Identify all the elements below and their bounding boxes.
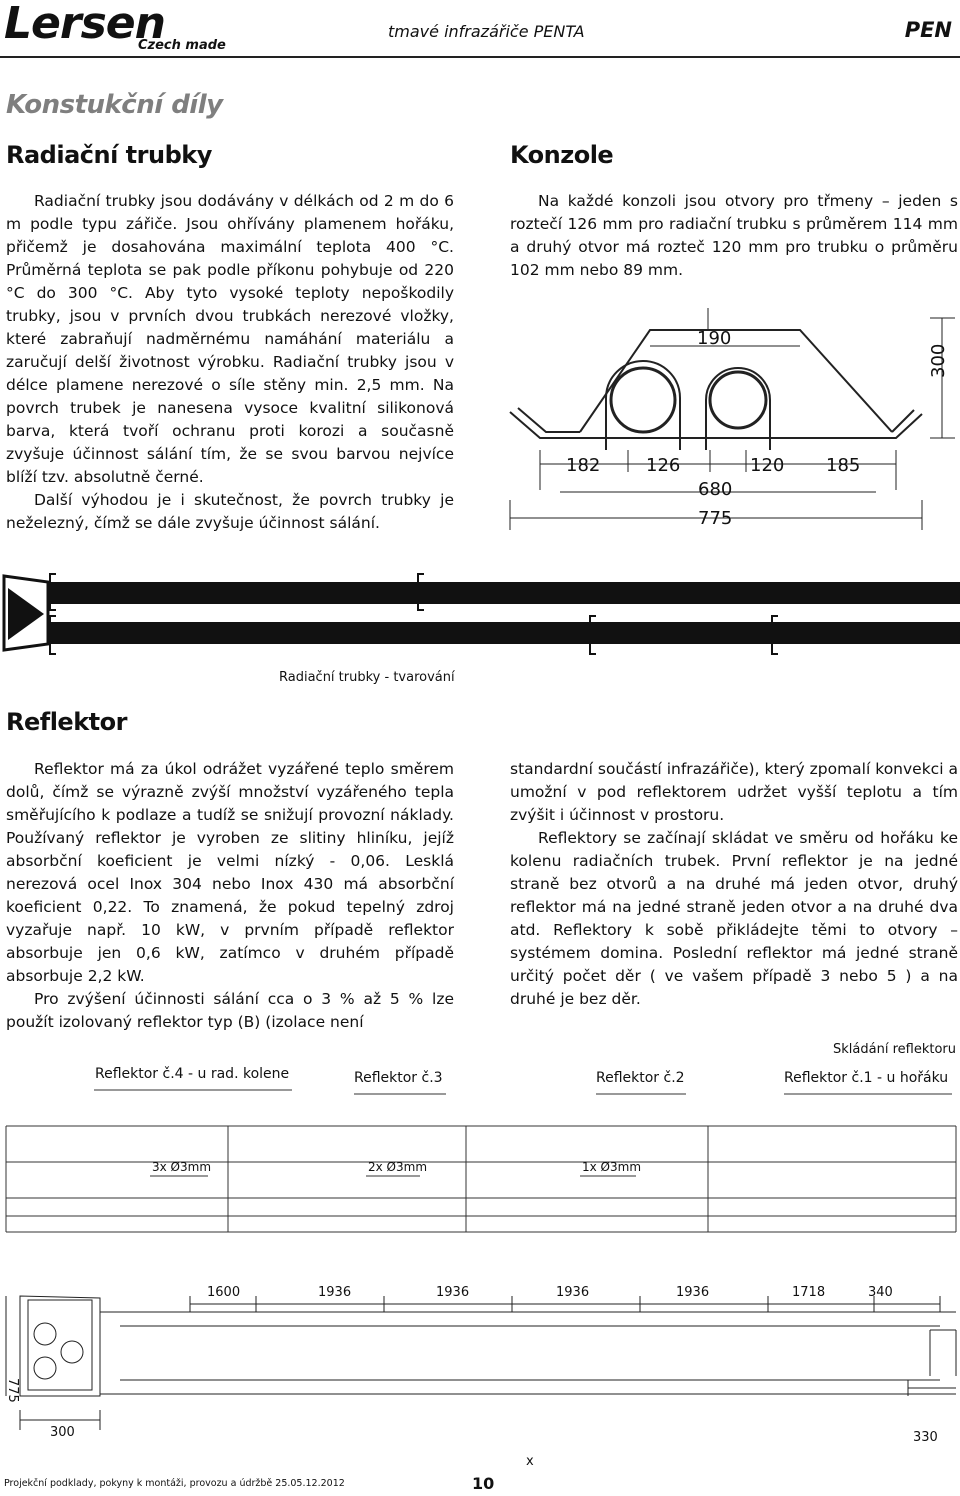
brand-tagline: Czech made [138, 38, 226, 53]
reflector-label-2: Reflektor č.2 [596, 1070, 685, 1086]
konzole-paragraph: Na každé konzoli jsou otvory pro třmeny – jeden s roztečí 126 mm pro radiační trubku s průměrem 114 mm a druhý otvor má rozteč 120 mm pro trubku o průměru 102 mm nebo 89 mm. [510, 192, 958, 279]
reflektor-paragraph: Reflektory se začínají skládat ve směru od hořáku ke kolenu radiačních trubek. První reflektor je na jedné straně bez otvorů a na druhé má jeden otvor, druhý reflektor má na jedné straně jeden otvor a na druhé dva atd. Reflektory k sobě přikládejte těmi to otvory – systémem domina. Poslední reflektor má jedné straně určitý počet děr ( ve vašem případě 3 nebo 5 ) a na druhé je bez děr. [510, 829, 958, 1008]
section-heading-radiacni: Radiační trubky [6, 141, 212, 169]
brand-logo: Lersen [4, 0, 165, 49]
radiacni-paragraph: Radiační trubky jsou dodávány v délkách od 2 m do 6 m podle typu zářiče. Jsou ohřívány plamenem hořáku, přičemž je dosahována maximální teplota 400 °C. Průměrná teplota se pak podle příkonu pohybuje od 220 °C do 300 °C. Aby tyto vysoké teploty nepoškodily trubky, jsou v prvních dvou trubkách nerezové vložky, které zabraňují nadměrnému namáhání materiálu a zaručují delší životnost výrobku. Radiační trubky jsou v délce plamene nerezové o síle stěny min. 2,5 mm. Na povrch trubek je nanesena vysoce kvalitní silikonová barva, která tvoří ochranu proti korozi a současně zvyšuje účinnost sálání tím, že se svou barvou nejvíce blíží tzv. absolutně černé. [6, 192, 454, 486]
tubes-caption: Radiační trubky - tvarování [279, 670, 455, 685]
reflektor-left-text [6, 758, 454, 1034]
segment-2: 1936 [318, 1285, 352, 1300]
holes-label-2: 2x Ø3mm [368, 1160, 428, 1174]
dim-185: 185 [826, 455, 861, 476]
reflector-label-4: Reflektor č.4 - u rad. kolene [95, 1066, 290, 1082]
segment-4: 1936 [556, 1285, 590, 1300]
dim-775: 775 [698, 508, 733, 529]
left-width-dim: 300 [50, 1425, 75, 1440]
page-number: 10 [472, 1474, 495, 1493]
dim-120: 120 [750, 455, 785, 476]
holes-label-1: 1x Ø3mm [582, 1160, 642, 1174]
header-divider [0, 56, 960, 58]
reflector-strip-drawing [0, 1086, 960, 1266]
right-width-dim: 330 [913, 1430, 938, 1445]
tubes-drawing [0, 566, 960, 666]
reflektor-right-text [510, 758, 958, 1011]
segment-5: 1936 [676, 1285, 710, 1300]
footer-text: Projekční podklady, pokyny k montáži, provozu a údržbě 25.05.12.2012 [4, 1478, 345, 1489]
segment-1: 1600 [207, 1285, 241, 1300]
left-height-dim: 775 [5, 1378, 20, 1403]
reflector-label-1: Reflektor č.1 - u hořáku [784, 1070, 949, 1086]
dim-126: 126 [646, 455, 681, 476]
holes-label-3: 3x Ø3mm [152, 1160, 212, 1174]
reflektor-paragraph: Pro zvýšení účinnosti sálání cca o 3 % až 5 % lze použít izolovaný reflektor typ (B) (izolace není [6, 990, 454, 1031]
dim-190: 190 [697, 328, 732, 349]
reflektor-caption: Skládání reflektoru [833, 1042, 956, 1057]
konzole-text [510, 190, 958, 282]
radiacni-paragraph: Další výhodou je i skutečnost, že povrch trubky je neželezný, čímž se dále zvyšuje účinnost sálání. [6, 491, 454, 532]
dim-300: 300 [928, 343, 949, 378]
x-label: x [526, 1454, 534, 1469]
section-heading-reflektor: Reflektor [6, 708, 127, 736]
segment-6: 1718 [792, 1285, 826, 1300]
reflektor-paragraph: Reflektor má za úkol odrážet vyzářené teplo směrem dolů, čímž se výrazně zvýší množství vyzářeného tepla směřujícího k podlaze a tudíž se snižují provozní náklady. Používaný reflektor je vyroben ze slitiny hliníku, jejíž absorbční koeficient je velmi nízký - 0,06. Lesklá nerezová ocel Inox 304 nebo Inox 430 má absorbční koeficient 0,22. To znamená, že pokud tepelný zdroj vyzařuje např. 10 kW, v prvním případě reflektor absorbuje jen 0,6 kW, zatímco v druhém případě absorbuje 2,2 kW. [6, 760, 454, 985]
product-name: tmavé infrazářiče PENTA [388, 22, 585, 41]
section-heading-konzole: Konzole [510, 141, 614, 169]
reflektor-paragraph: standardní součástí infrazářiče), který zpomalí konvekci a umožní v pod reflektorem udržet vyšší teplotu a tím zvýšit i účinnost v prostoru. [510, 760, 958, 824]
reflector-label-3: Reflektor č.3 [354, 1070, 443, 1086]
segment-7: 340 [868, 1285, 893, 1300]
product-code: PEN [904, 18, 952, 42]
page-title: Konstukční díly [6, 90, 223, 120]
assembly-drawing [0, 1290, 960, 1476]
dim-680: 680 [698, 479, 733, 500]
radiacni-text [6, 190, 454, 535]
segment-3: 1936 [436, 1285, 470, 1300]
dim-182: 182 [566, 455, 601, 476]
